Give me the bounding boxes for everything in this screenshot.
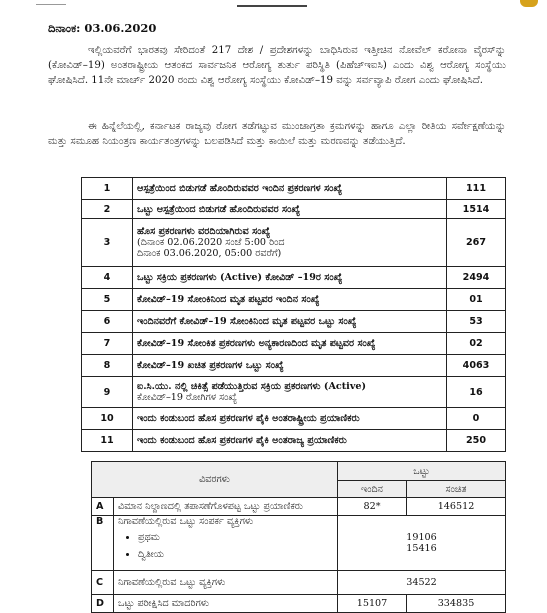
row-description-subline: ದಿನಾಂಕ 03.06.2020, 05:00 ರವರೆಗೆ) — [137, 248, 282, 259]
row-description — [133, 311, 447, 333]
row-value: 1514 — [447, 200, 506, 219]
table-row — [92, 571, 506, 595]
row-label: ನಿಗಾವಣೆಯಲ್ಲಿರುವ ಒಟ್ಟು ವ್ಯಕ್ತಿಗಳು — [114, 571, 338, 595]
row-number: 6 — [82, 311, 133, 333]
row-value: 111 — [447, 178, 506, 200]
row-number: 9 — [82, 377, 133, 408]
header-fragment-left — [36, 0, 66, 5]
header-total: ಒಟ್ಟು — [338, 462, 506, 481]
row-label: ನಿಗಾವಣೆಯಲ್ಲಿರುವ ಒಟ್ಟು ಸಂಪರ್ಕ ವ್ಯಕ್ತಿಗಳು — [118, 516, 254, 527]
table-row — [82, 289, 506, 311]
row-description — [133, 430, 447, 452]
row-description-line: ಕೋವಿಡ್–19 ಸೋಂಕಿತ ಪ್ರಕರಣಗಳು ಅನ್ಯಕಾರಣದಿಂದ ಮೃತ ಪಟ್ಟವರ ಸಂಖ್ಯೆ — [137, 338, 376, 349]
row-value: 0 — [447, 408, 506, 430]
row-value: 2494 — [447, 267, 506, 289]
table-row — [82, 200, 506, 219]
row-description — [133, 289, 447, 311]
document-date: ದಿನಾಂಕ: 03.06.2020 — [48, 21, 157, 35]
intro-paragraph: ಇಲ್ಲಿಯವರೆಗೆ ಭಾರತವು ಸೇರಿದಂತೆ 217 ದೇಶ / ಪ್ರದೇಶಗಳನ್ನು ಬಾಧಿಸಿರುವ ಇತ್ತೀಚಿನ ನೋವೆಲ್ ಕರೋನಾ ವೈರಸ್‌ನ್ನು (ಕೋವಿಡ್–19) ಅಂತರಾಷ್ಟ್ರೀಯ ಆತಂಕದ ಸಾರ್ವಜನಿಕ ಆರೋಗ್ಯ ತುರ್ತು ಪರಿಸ್ಥಿತಿ (ಪಿಹೆಚ್‌ಇಐಸಿ) ಎಂದು ವಿಶ್ವ ಆರೋಗ್ಯ ಸಂಸ್ಥೆಯು ಘೋಷಿಸಿದೆ. 11ನೇ ಮಾರ್ಚ್ 2020 ರಂದು ವಿಶ್ವ ಆರೋಗ್ಯ ಸಂಸ್ಥೆಯು ಕೋವಿಡ್–19 ವನ್ನು ಸರ್ವವ್ಯಾಪಿ ರೋಗ ಎಂದು ಘೋಷಿಸಿದೆ. — [48, 45, 506, 86]
row-description — [133, 333, 447, 355]
row-description-line: ಕೋವಿಡ್–19 ಖಚಿತ ಪ್ರಕರಣಗಳ ಒಟ್ಟು ಸಂಖ್ಯೆ — [137, 360, 284, 371]
table-row — [82, 311, 506, 333]
row-number: 5 — [82, 289, 133, 311]
row-description-line: ಕೋವಿಡ್–19 ಸೋಂಕಿನಿಂದ ಮೃತ ಪಟ್ಟವರ ಇಂದಿನ ಸಂಖ್ಯೆ — [137, 294, 320, 305]
table-row — [82, 377, 506, 408]
primary-contacts-value: 19106 — [406, 532, 437, 543]
row-value: 01 — [447, 289, 506, 311]
subheader-cumulative: ಸಂಚಿತ — [407, 481, 506, 498]
row-description-subline: ಕೋವಿಡ್–19 ರೋಗಿಗಳ ಸಂಖ್ಯೆ — [137, 392, 238, 403]
row-label-block — [114, 516, 338, 571]
covid-status-table — [81, 177, 506, 452]
row-description-line: ಒಟ್ಟು ಸಕ್ರಿಯ ಪ್ರಕರಣಗಳು (Active) ಕೋವಿಡ್ –19ರ ಸಂಖ್ಯೆ — [137, 272, 343, 283]
row-letter: A — [92, 498, 114, 516]
row-today-value: 82* — [338, 498, 407, 516]
header-title-fragment — [237, 0, 307, 7]
row-description-line: ಹೊಸ ಪ್ರಕರಣಗಳು ವರದಿಯಾಗಿರುವ ಸಂಖ್ಯೆ — [137, 226, 271, 237]
row-description — [133, 267, 447, 289]
row-description — [133, 178, 447, 200]
row-description-line: ಇಂದು ಕಂಡುಬಂದ ಹೊಸ ಪ್ರಕರಣಗಳ ಪೈಕಿ ಅಂತರಾಜ್ಯ ಪ್ರಯಾಣಿಕರು — [137, 435, 347, 446]
row-description — [133, 219, 447, 267]
row-description — [133, 377, 447, 408]
row-label: ಒಟ್ಟು ಪರೀಕ್ಷಿಸಿದ ಮಾದರಿಗಳು — [114, 595, 338, 613]
contact-list — [138, 529, 333, 563]
row-description-line: ಆಸ್ಪತ್ರೆಯಿಂದ ಬಿಡುಗಡೆ ಹೊಂದಿರುವವರ ಇಂದಿನ ಪ್ರಕರಣಗಳ ಸಂಖ್ಯೆ — [137, 183, 343, 194]
row-number: 7 — [82, 333, 133, 355]
row-value: 34522 — [338, 571, 506, 595]
row-description-line: ಒಟ್ಟು ಆಸ್ಪತ್ರೆಯಿಂದ ಬಿಡುಗಡೆ ಹೊಂದಿರುವವರ ಸಂಖ್ಯೆ — [137, 203, 301, 215]
list-item: • ದ್ವಿತೀಯ — [138, 546, 333, 563]
table-row — [82, 430, 506, 452]
table-row — [82, 333, 506, 355]
row-description-line: ಐ.ಸಿ.ಯು. ನಲ್ಲಿ ಚಿಕಿತ್ಸೆ ಪಡೆಯುತ್ತಿರುವ ಸಕ್ರಿಯ ಪ್ರಕರಣಗಳು (Active) — [137, 381, 367, 392]
row-description-line: ಇಂದು ಕಂಡುಬಂದ ಹೊಸ ಪ್ರಕರಣಗಳ ಪೈಕಿ ಅಂತರಾಷ್ಟ್ರೀಯ ಪ್ರಯಾಣಿಕರು — [137, 413, 360, 424]
secondary-contacts-value: 15416 — [406, 543, 437, 554]
table-row — [92, 595, 506, 613]
row-number: 4 — [82, 267, 133, 289]
row-value: 4063 — [447, 355, 506, 377]
emblem-icon — [520, 0, 538, 7]
row-description-line: ಇಂದಿನವರೆಗೆ ಕೋವಿಡ್–19 ಸೋಂಕಿನಿಂದ ಮೃತ ಪಟ್ಟವರ ಒಟ್ಟು ಸಂಖ್ಯೆ — [137, 316, 357, 327]
row-description — [133, 200, 447, 219]
row-number: 11 — [82, 430, 133, 452]
row-description — [133, 355, 447, 377]
table-row — [82, 355, 506, 377]
row-value: 267 — [447, 219, 506, 267]
measures-paragraph: ಈ ಹಿನ್ನೆಲೆಯಲ್ಲಿ, ಕರ್ನಾಟಕ ರಾಜ್ಯವು ರೋಗ ತಡೆಗಟ್ಟುವ ಮುಂಜಾಗ್ರತಾ ಕ್ರಮಗಳನ್ನು ಹಾಗೂ ಎಲ್ಲಾ ರೀತಿಯ ಸರ್ವೇಕ್ಷಣೆಯನ್ನು ಮತ್ತು ಸಮೂಹ ನಿಯಂತ್ರಣ ಕಾರ್ಯತಂತ್ರಗಳನ್ನು ಬಲಪಡಿಸಿದೆ ಮತ್ತು ಕಾಯಿಲೆ ಮತ್ತು ಮರಣವನ್ನು ತಡೆಯುತ್ತಿದೆ. — [48, 121, 506, 147]
list-item: • ಪ್ರಥಮ — [138, 529, 333, 546]
row-cumulative-value: 146512 — [407, 498, 506, 516]
table-row — [82, 267, 506, 289]
subheader-today: ಇಂದಿನ — [338, 481, 407, 498]
row-today-value: 15107 — [338, 595, 407, 613]
table-row — [82, 219, 506, 267]
row-value: 53 — [447, 311, 506, 333]
row-number: 8 — [82, 355, 133, 377]
row-value: 02 — [447, 333, 506, 355]
table-row — [82, 408, 506, 430]
row-value: 250 — [447, 430, 506, 452]
row-letter: B — [92, 516, 114, 571]
row-values — [338, 516, 506, 571]
row-letter: C — [92, 571, 114, 595]
row-number: 10 — [82, 408, 133, 430]
table-header-row — [92, 462, 506, 481]
row-description-subline: (ದಿನಾಂಕ 02.06.2020 ಸಂಜೆ 5:00 ರಿಂದ — [137, 237, 285, 248]
row-value: 16 — [447, 377, 506, 408]
surveillance-table — [91, 461, 506, 613]
row-cumulative-value: 334835 — [407, 595, 506, 613]
table-row — [92, 516, 506, 571]
row-letter: D — [92, 595, 114, 613]
row-number: 3 — [82, 219, 133, 267]
header-details: ವಿವರಗಳು — [92, 462, 338, 498]
row-number: 1 — [82, 178, 133, 200]
row-description — [133, 408, 447, 430]
row-number: 2 — [82, 200, 133, 219]
top-header-strip — [0, 0, 547, 10]
table-row — [92, 498, 506, 516]
row-label: ವಿಮಾನ ನಿಲ್ದಾಣದಲ್ಲಿ ತಪಾಸಣೆಗೊಳಪಟ್ಟ ಒಟ್ಟು ಪ್ರಯಾಣಿಕರು — [114, 498, 338, 516]
table-row — [82, 178, 506, 200]
